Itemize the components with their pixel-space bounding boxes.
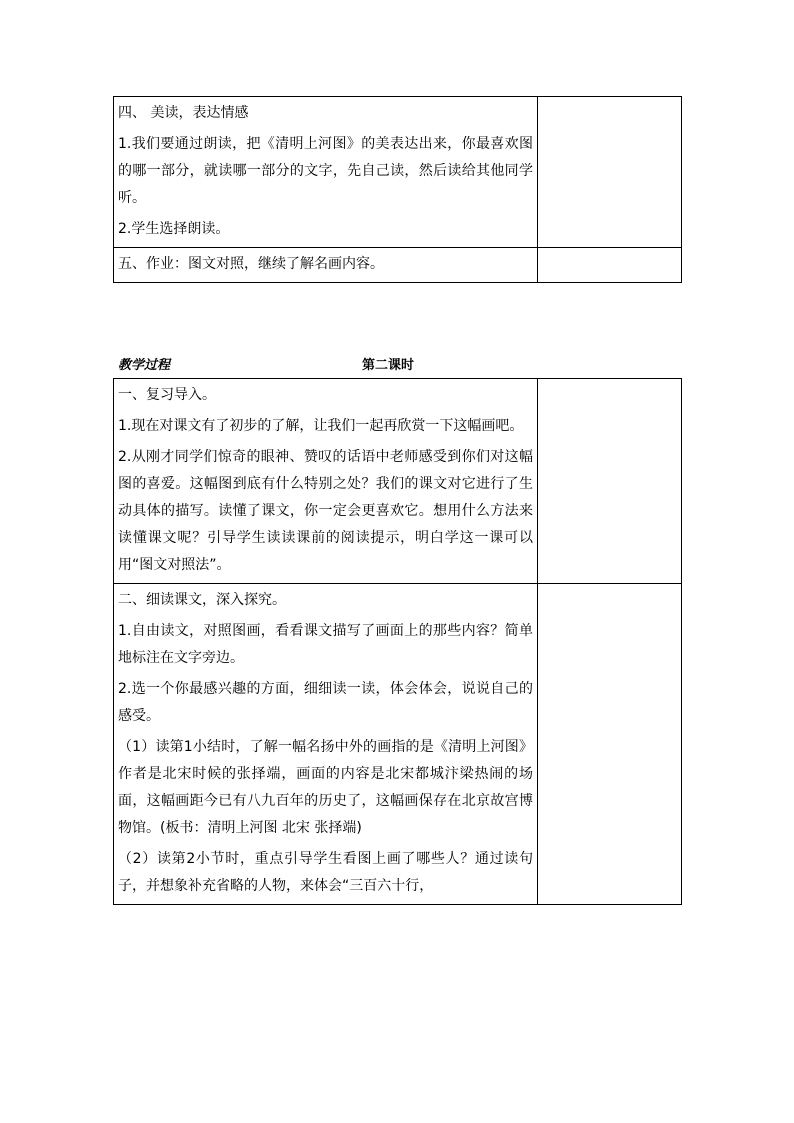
content-cell — [114, 379, 538, 584]
lesson-table-first — [113, 96, 682, 283]
paragraph: 2.选一个你最感兴趣的方面，细细读一读，体会体会，说说自己的感受。 — [118, 681, 533, 724]
lesson-table-second — [113, 378, 682, 905]
paragraph: （2）读第2小节时，重点引导学生看图上画了哪些人？通过读句子，并想象补充省略的人物，来体会“三百六十行， — [118, 851, 533, 894]
paragraph: 2.学生选择朗读。 — [118, 221, 230, 237]
notes-cell — [538, 97, 682, 248]
content-cell — [114, 584, 538, 905]
table-row — [114, 379, 682, 584]
paragraph: （1）读第1小结时，了解一幅名扬中外的画指的是《清明上河图》 作者是北宋时候的张择端，画面的内容是北宋都城汴梁热闹的场面，这幅画距今已有八九百年的历史了，这幅画保存在北京故宫博物馆。(板书：清明上河图 北宋 张择端) — [118, 739, 533, 836]
lesson-number-title: 第二课时 — [362, 358, 415, 373]
section-heading: 五、作业：图文对照，继续了解名画内容。 — [118, 256, 384, 272]
table-row — [114, 248, 682, 283]
teaching-process-label: 教学过程 — [118, 358, 171, 373]
content-cell — [114, 97, 538, 248]
section-heading: 二、细读课文，深入探究。 — [118, 592, 286, 608]
content-cell — [114, 248, 538, 283]
notes-cell — [538, 248, 682, 283]
table-row — [114, 584, 682, 905]
paragraph: 2.从刚才同学们惊奇的眼神、赞叹的话语中老师感受到你们对这幅图的喜爱。这幅图到底有什么特别之处？我们的课文对它进行了生动具体的描写。读懂了课文，你一定会更喜欢它。想用什么方法来读懂课文呢？引导学生读读课前的阅读提示，明白学这一课可以用“图文对照法”。 — [118, 449, 533, 573]
notes-cell — [538, 584, 682, 905]
paragraph: 1.现在对课文有了初步的了解，让我们一起再欣赏一下这幅画吧。 — [118, 418, 524, 434]
section-heading: 四、 美读，表达情感 — [118, 105, 249, 121]
section-header — [118, 354, 678, 374]
section-heading: 一、复习导入。 — [118, 387, 216, 403]
table-row — [114, 97, 682, 248]
notes-cell — [538, 379, 682, 584]
paragraph: 1.自由读文，对照图画，看看课文描写了画面上的那些内容？简单地标注在文字旁边。 — [118, 623, 533, 666]
paragraph: 1.我们要通过朗读，把《清明上河图》的美表达出来，你最喜欢图的哪一部分，就读哪一部分的文字，先自己读，然后读给其他同学听。 — [118, 136, 533, 206]
